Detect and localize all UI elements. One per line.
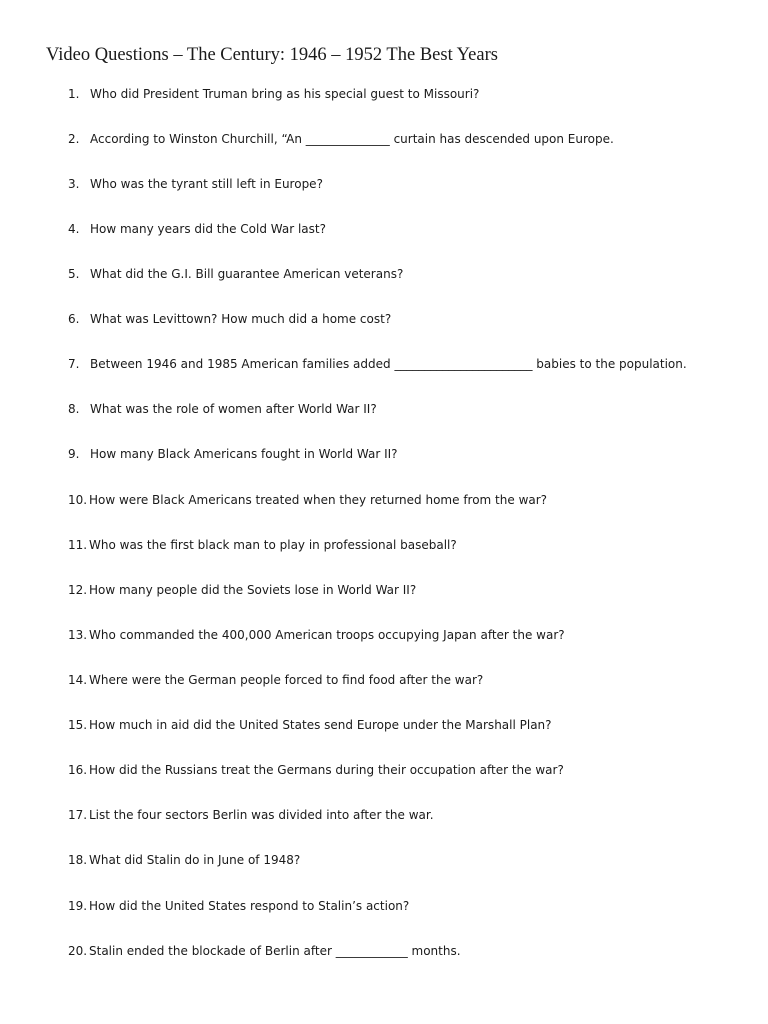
question-item <box>68 717 748 733</box>
question-text: How were Black Americans treated when they returned home from the war? <box>89 493 548 507</box>
question-number: 20. <box>68 944 88 958</box>
question-number: 16. <box>68 763 88 777</box>
question-number: 6. <box>68 312 80 326</box>
question-item <box>68 492 748 508</box>
question-text: Who was the tyrant still left in Europe? <box>90 177 323 191</box>
question-item <box>68 537 748 553</box>
question-item <box>68 627 748 643</box>
question-text: How much in aid did the United States send Europe under the Marshall Plan? <box>89 718 552 732</box>
question-number: 3. <box>68 177 80 191</box>
question-number: 7. <box>68 357 80 371</box>
question-text: How many Black Americans fought in World War II? <box>90 447 398 461</box>
question-text: Who was the first black man to play in professional baseball? <box>89 538 457 552</box>
question-item <box>68 762 748 778</box>
question-item <box>68 898 748 914</box>
question-text: What was Levittown? How much did a home cost? <box>90 312 392 326</box>
question-text: What did the G.I. Bill guarantee American veterans? <box>90 267 404 281</box>
question-text: According to Winston Churchill, “An ______________ curtain has descended upon Europe. <box>90 132 614 146</box>
question-item <box>68 672 748 688</box>
question-number: 12. <box>68 583 88 597</box>
question-text: How many years did the Cold War last? <box>90 222 326 236</box>
question-text: Stalin ended the blockade of Berlin after ____________ months. <box>89 944 461 958</box>
question-item <box>68 221 748 237</box>
question-number: 15. <box>68 718 88 732</box>
question-number: 17. <box>68 808 88 822</box>
question-text: How did the Russians treat the Germans during their occupation after the war? <box>89 763 564 777</box>
question-text: What was the role of women after World War II? <box>90 402 377 416</box>
question-item <box>68 356 748 372</box>
question-number: 13. <box>68 628 88 642</box>
question-number: 10. <box>68 493 88 507</box>
page-title: Video Questions – The Century: 1946 – 1952 The Best Years <box>46 45 498 65</box>
question-item <box>68 943 748 959</box>
question-text: Who did President Truman bring as his special guest to Missouri? <box>90 87 480 101</box>
question-item <box>68 401 748 417</box>
question-number: 11. <box>68 538 88 552</box>
question-text: How did the United States respond to Stalin’s action? <box>89 899 410 913</box>
question-item <box>68 582 748 598</box>
question-text: Where were the German people forced to find food after the war? <box>89 673 484 687</box>
question-text: Between 1946 and 1985 American families added _______________________ babies to the population. <box>90 357 687 371</box>
question-number: 18. <box>68 853 88 867</box>
question-number: 5. <box>68 267 80 281</box>
question-item <box>68 807 748 823</box>
question-number: 1. <box>68 87 80 101</box>
question-item <box>68 86 748 102</box>
question-number: 4. <box>68 222 80 236</box>
question-number: 8. <box>68 402 80 416</box>
question-item <box>68 266 748 282</box>
question-item <box>68 446 748 462</box>
question-number: 19. <box>68 899 88 913</box>
question-item <box>68 131 748 147</box>
question-number: 9. <box>68 447 80 461</box>
question-text: How many people did the Soviets lose in World War II? <box>89 583 417 597</box>
question-item <box>68 852 748 868</box>
question-text: List the four sectors Berlin was divided into after the war. <box>89 808 434 822</box>
question-number: 14. <box>68 673 88 687</box>
question-number: 2. <box>68 132 80 146</box>
question-text: Who commanded the 400,000 American troops occupying Japan after the war? <box>89 628 565 642</box>
question-text: What did Stalin do in June of 1948? <box>89 853 301 867</box>
question-item <box>68 176 748 192</box>
question-item <box>68 311 748 327</box>
